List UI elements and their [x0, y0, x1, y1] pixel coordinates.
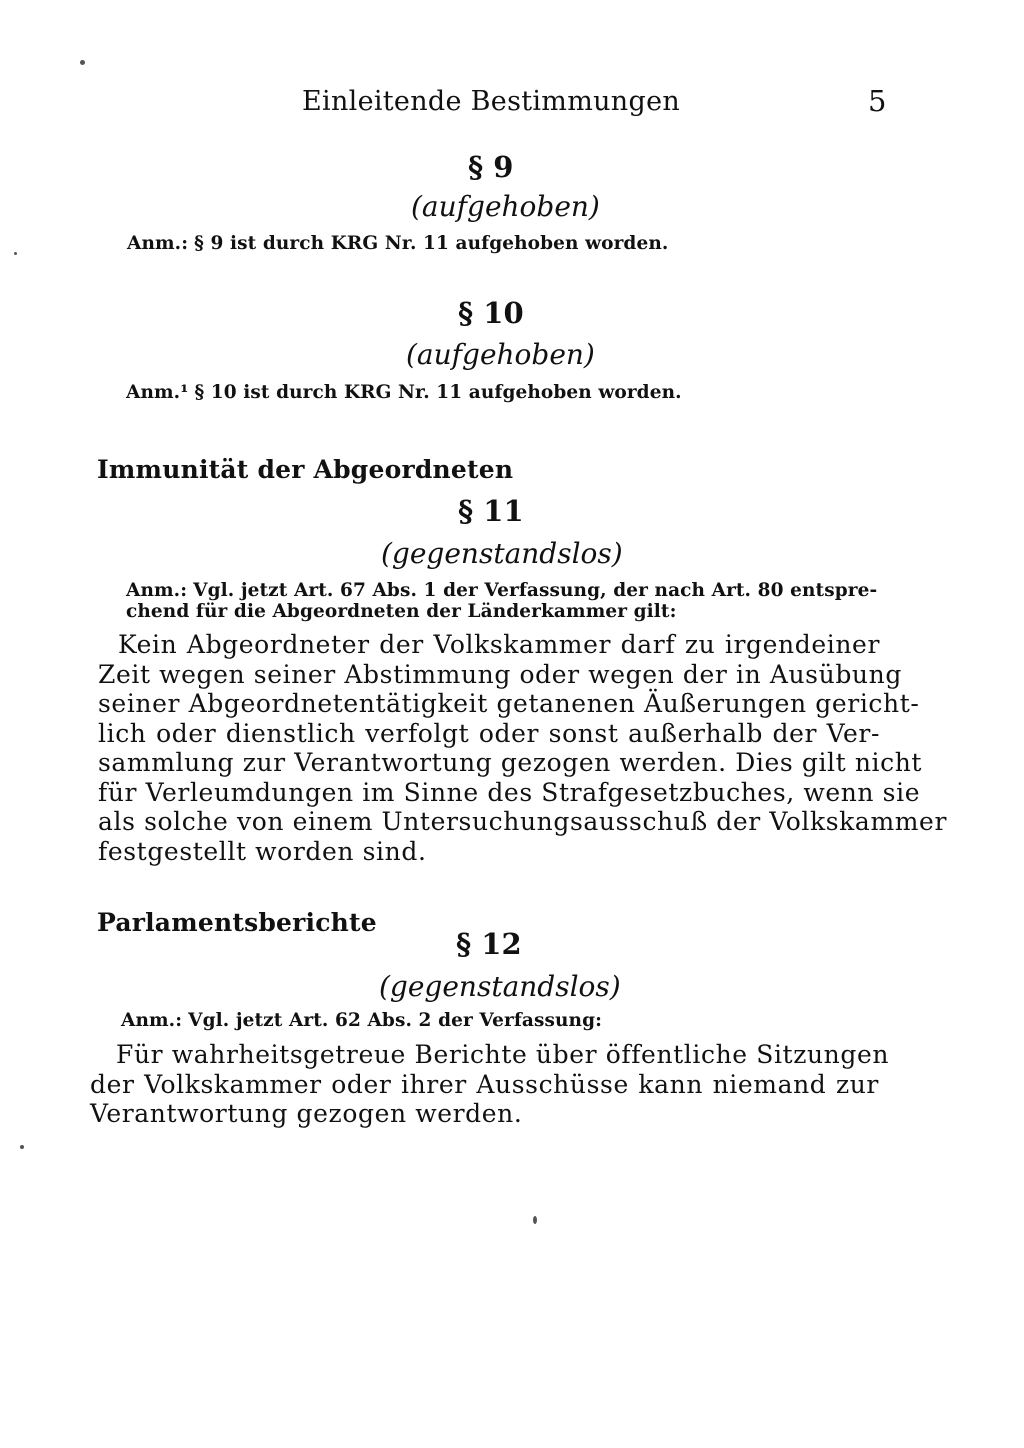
note-text: § 10 ist durch KRG Nr. 11 aufgehoben worden. [194, 382, 682, 403]
section-heading: Immunität der Abgeordneten [97, 455, 514, 484]
scan-speck [14, 252, 17, 255]
note-text-line: Vgl. jetzt Art. 67 Abs. 1 der Verfassung, der nach Art. 80 entspre- [193, 580, 878, 601]
quote-line: seiner Abgeordnetentätigkeit getanenen Äußerungen gericht- [98, 689, 920, 718]
page-number: 5 [868, 84, 887, 118]
section-note [127, 233, 668, 254]
section-note [126, 580, 877, 601]
section-heading: Parlamentsberichte [97, 908, 377, 937]
note-label: Anm.¹ [126, 382, 189, 403]
quote-line: der Volkskammer oder ihrer Ausschüsse kann niemand zur [90, 1069, 879, 1099]
note-text: Vgl. jetzt Art. 62 Abs. 2 der Verfassung: [188, 1010, 603, 1031]
quote-line: Kein Abgeordneter der Volkskammer darf zu irgendeiner [118, 630, 880, 659]
quoted-article-text [98, 630, 947, 866]
note-label: Anm.: [126, 580, 188, 601]
section-note-continuation: chend für die Abgeordneten der Länderkammer gilt: [126, 601, 677, 622]
quote-line: als solche von einem Untersuchungsausschuß der Volkskammer [98, 807, 947, 836]
quoted-article-text [90, 1040, 890, 1129]
quote-line: festgestellt worden sind. [98, 836, 427, 866]
section-status: (aufgehoben) [411, 190, 600, 223]
section-status: (gegenstandslos) [381, 537, 623, 570]
note-label: Anm.: [121, 1010, 183, 1031]
section-status: (aufgehoben) [406, 338, 595, 371]
section-note [126, 382, 682, 403]
note-text: § 9 ist durch KRG Nr. 11 aufgehoben worden. [194, 233, 669, 254]
section-paragraph-number: § 12 [456, 927, 522, 961]
quote-line: sammlung zur Verantwortung gezogen werden. Dies gilt nicht [98, 748, 923, 777]
quote-line: Für wahrheitsgetreue Berichte über öffentliche Sitzungen [116, 1040, 890, 1069]
quote-line: Verantwortung gezogen werden. [90, 1099, 523, 1128]
quote-line: Zeit wegen seiner Abstimmung oder wegen der in Ausübung [98, 659, 902, 689]
section-note [121, 1010, 602, 1031]
note-label: Anm.: [127, 233, 189, 254]
section-paragraph-number: § 11 [458, 494, 524, 528]
section-paragraph-number: § 10 [458, 296, 524, 330]
quote-line: lich oder dienstlich verfolgt oder sonst außerhalb der Ver- [98, 718, 880, 748]
running-header-title: Einleitende Bestimmungen [302, 86, 681, 117]
section-paragraph-number: § 9 [468, 150, 514, 184]
section-status: (gegenstandslos) [379, 970, 621, 1003]
scan-speck [20, 1145, 24, 1149]
quote-line: für Verleumdungen im Sinne des Strafgesetzbuches, wenn sie [98, 777, 921, 807]
scan-speck [533, 1216, 537, 1224]
scan-speck [80, 60, 85, 65]
